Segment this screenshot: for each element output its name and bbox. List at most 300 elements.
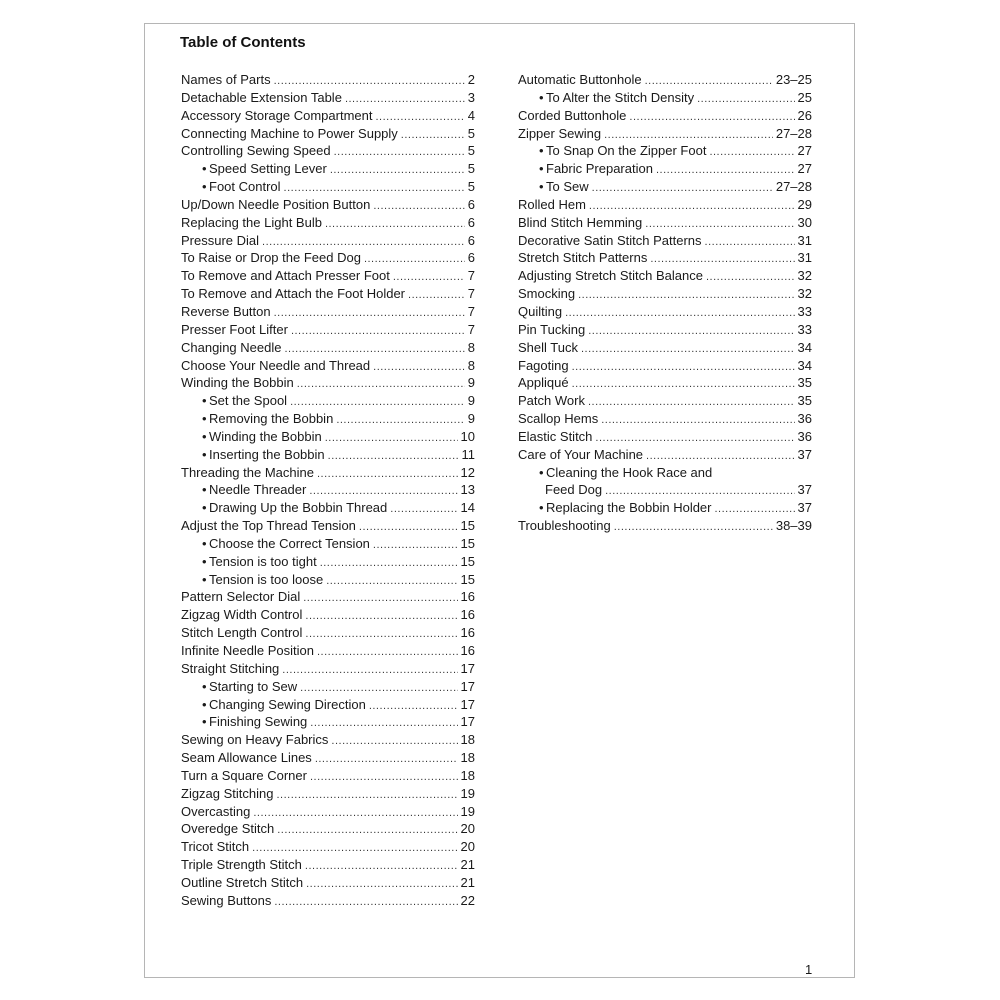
toc-entry-label: Quilting [518, 303, 563, 319]
toc-entry-page: 9 [467, 393, 475, 409]
toc-entry-label: Smocking [518, 286, 576, 302]
toc-subentry[interactable] [181, 178, 475, 196]
dot-leader [589, 198, 795, 214]
toc-entry-page: 8 [467, 339, 475, 355]
toc-entry[interactable] [181, 731, 475, 749]
toc-entry-page: 34 [797, 339, 812, 355]
toc-entry-label: Names of Parts [181, 72, 271, 87]
dot-leader [646, 448, 795, 464]
toc-entry-label: Cleaning the Hook Race and [546, 464, 713, 480]
toc-subentry[interactable] [181, 678, 475, 696]
dot-leader [252, 840, 457, 856]
dot-leader [310, 715, 457, 731]
toc-entry-page: 29 [797, 196, 812, 212]
toc-entry[interactable] [181, 125, 475, 143]
dot-leader [592, 180, 773, 196]
toc-entry-page: 15 [460, 553, 475, 569]
bullet-icon: • [539, 500, 544, 516]
toc-entry-label: Starting to Sew [209, 678, 298, 694]
toc-entry-page: 3 [467, 89, 475, 105]
toc-entry-label: Changing Needle [181, 339, 282, 355]
dot-leader [300, 680, 457, 696]
toc-entry[interactable] [181, 321, 475, 339]
toc-entry-page: 25 [797, 89, 812, 105]
dot-leader [581, 341, 795, 357]
toc-entry-label: Decorative Satin Stitch Patterns [518, 232, 702, 248]
toc-entry-label: Connecting Machine to Power Supply [181, 125, 398, 141]
dot-leader [614, 519, 773, 535]
dot-leader [645, 216, 794, 232]
toc-entry[interactable] [181, 285, 475, 303]
toc-entry-page: 6 [467, 214, 475, 230]
toc-entry[interactable] [518, 267, 812, 285]
dot-leader [336, 412, 464, 428]
toc-entry[interactable] [518, 428, 812, 446]
dot-leader [572, 376, 795, 392]
dot-leader [345, 91, 465, 107]
toc-entry-page: 6 [467, 196, 475, 212]
dot-leader [650, 251, 794, 267]
bullet-icon: • [202, 678, 207, 694]
toc-entry-page: 35 [797, 393, 812, 409]
toc-entry-page: 6 [467, 250, 475, 266]
toc-entry-page: 11 [461, 446, 475, 462]
toc-entry[interactable] [181, 107, 475, 125]
dot-leader [705, 234, 795, 250]
dot-leader [315, 751, 458, 767]
bullet-icon: • [202, 446, 207, 462]
dot-leader [325, 216, 465, 232]
dot-leader [310, 769, 458, 785]
toc-entry[interactable] [181, 464, 475, 482]
toc-entry-label: Tricot Stitch [181, 839, 250, 855]
toc-entry-page: 36 [797, 411, 812, 427]
toc-entry-label: Feed Dog [545, 482, 603, 498]
toc-entry-page: 27 [797, 143, 812, 159]
toc-entry[interactable] [518, 249, 812, 267]
toc-entry-label: Removing the Bobbin [209, 411, 334, 427]
toc-entry-page: 6 [467, 232, 475, 248]
toc-entry-page: 18 [460, 750, 475, 766]
toc-subentry[interactable] [518, 142, 812, 160]
bullet-icon: • [202, 571, 207, 587]
dot-leader [364, 251, 465, 267]
toc-entry[interactable] [518, 481, 812, 499]
toc-entry-page: 30 [797, 214, 812, 230]
toc-entry-page: 37 [797, 482, 812, 498]
toc-entry-label: Zigzag Stitching [181, 785, 274, 801]
toc-entry-page: 16 [460, 607, 475, 623]
dot-leader [297, 376, 465, 392]
toc-entry-page: 33 [797, 321, 812, 337]
bullet-icon: • [202, 179, 207, 195]
toc-entry[interactable] [181, 606, 475, 624]
toc-entry-label: Blind Stitch Hemming [518, 214, 643, 230]
toc-entry-page: 5 [467, 179, 475, 195]
toc-entry[interactable] [181, 874, 475, 892]
toc-entry-page: 16 [460, 589, 475, 605]
dot-leader [605, 483, 794, 499]
toc-entry-label: Automatic Buttonhole [518, 72, 642, 87]
dot-leader [330, 162, 465, 178]
toc-entry-page: 20 [460, 839, 475, 855]
toc-entry-page: 10 [460, 428, 475, 444]
toc-entry[interactable] [518, 107, 812, 125]
toc-entry[interactable] [181, 196, 475, 214]
dot-leader [303, 590, 457, 606]
dot-leader [309, 483, 457, 499]
dot-leader [328, 448, 459, 464]
toc-subentry[interactable] [518, 89, 812, 107]
toc-entry-page: 18 [460, 732, 475, 748]
toc-entry[interactable] [181, 303, 475, 321]
toc-entry-label: To Remove and Attach the Foot Holder [181, 286, 406, 302]
dot-leader [629, 109, 794, 125]
bullet-icon: • [539, 89, 544, 105]
dot-leader [401, 127, 465, 143]
toc-entry-label: Patch Work [518, 393, 585, 409]
toc-entry-label: Controlling Sewing Speed [181, 143, 331, 159]
toc-entry-label: Zipper Sewing [518, 125, 602, 141]
toc-subentry[interactable] [181, 446, 475, 464]
dot-leader [325, 430, 458, 446]
dot-leader [604, 127, 773, 143]
dot-leader [359, 519, 458, 535]
toc-subentry[interactable] [181, 499, 475, 517]
toc-entry-page: 19 [460, 803, 475, 819]
dot-leader [373, 359, 465, 375]
dot-leader [306, 876, 457, 892]
dot-leader [588, 394, 795, 410]
toc-subentry[interactable] [518, 178, 812, 196]
dot-leader [253, 805, 457, 821]
toc-entry[interactable] [518, 392, 812, 410]
toc-entry[interactable] [181, 642, 475, 660]
toc-entry-label: Foot Control [209, 179, 281, 195]
toc-entry-label: Appliqué [518, 375, 569, 391]
toc-entry-page: 37 [797, 500, 812, 516]
dot-leader [305, 626, 457, 642]
toc-entry[interactable] [181, 267, 475, 285]
dot-leader [277, 822, 457, 838]
toc-entry[interactable] [518, 71, 812, 89]
dot-leader [274, 305, 465, 321]
toc-subentry[interactable] [181, 410, 475, 428]
toc-entry-label: Set the Spool [209, 393, 288, 409]
toc-entry-page: 4 [467, 107, 475, 123]
dot-leader [645, 73, 773, 89]
page-number: 1 [805, 962, 813, 977]
toc-entry-label: Choose Your Needle and Thread [181, 357, 371, 373]
dot-leader [375, 109, 464, 125]
dot-leader [595, 430, 794, 446]
toc-entry-page: 7 [467, 303, 475, 319]
toc-entry[interactable] [181, 856, 475, 874]
dot-leader [588, 323, 794, 339]
bullet-icon: • [202, 428, 207, 444]
bullet-icon: • [202, 161, 207, 177]
toc-entry-label: Triple Strength Stitch [181, 857, 302, 873]
toc-entry[interactable] [181, 517, 475, 535]
toc-entry-page: 21 [460, 874, 475, 890]
dot-leader [373, 537, 458, 553]
toc-entry-label: Corded Buttonhole [518, 107, 627, 123]
toc-entry-label: Outline Stretch Stitch [181, 874, 304, 890]
toc-entry-page: 15 [460, 518, 475, 534]
toc-entry-label: Troubleshooting [518, 518, 611, 534]
page-title: Table of Contents [180, 34, 306, 51]
bullet-icon: • [202, 696, 207, 712]
toc-entry-page: 27 [797, 161, 812, 177]
toc-entry[interactable] [181, 357, 475, 375]
toc-subentry[interactable] [181, 160, 475, 178]
toc-entry-page: 17 [460, 660, 475, 676]
toc-entry-page: 5 [467, 125, 475, 141]
toc-entry-page: 15 [460, 571, 475, 587]
toc-entry-label: Reverse Button [181, 303, 271, 319]
toc-entry[interactable] [181, 339, 475, 357]
toc-entry-page: 27–28 [775, 179, 812, 195]
dot-leader [656, 162, 795, 178]
toc-subentry[interactable] [181, 535, 475, 553]
toc-entry-page: 17 [460, 714, 475, 730]
toc-entry[interactable] [181, 89, 475, 107]
dot-leader [320, 555, 458, 571]
toc-entry[interactable] [181, 892, 475, 910]
toc-subentry[interactable] [181, 428, 475, 446]
toc-entry-label: Elastic Stitch [518, 428, 593, 444]
bullet-icon: • [202, 500, 207, 516]
toc-entry-page: 16 [460, 625, 475, 641]
toc-entry-label: Adjusting Stretch Stitch Balance [518, 268, 703, 284]
dot-leader [274, 73, 465, 89]
toc-entry[interactable] [518, 357, 812, 375]
bullet-icon: • [539, 143, 544, 159]
toc-entry-label: Zigzag Width Control [181, 607, 303, 623]
toc-entry[interactable] [181, 803, 475, 821]
toc-entry-label: Speed Setting Lever [209, 161, 327, 177]
toc-entry-label: Accessory Storage Compartment [181, 107, 373, 123]
bullet-icon: • [202, 535, 207, 551]
toc-entry[interactable] [181, 838, 475, 856]
toc-entry[interactable] [181, 588, 475, 606]
dot-leader [578, 287, 794, 303]
toc-entry[interactable] [518, 303, 812, 321]
toc-entry[interactable] [518, 214, 812, 232]
bullet-icon: • [202, 393, 207, 409]
toc-subentry[interactable] [181, 553, 475, 571]
toc-subentry[interactable] [181, 713, 475, 731]
toc-entry-page: 2 [467, 72, 475, 87]
dot-leader [565, 305, 794, 321]
toc-entry-page: 7 [467, 321, 475, 337]
toc-entry-label: Sewing Buttons [181, 892, 272, 908]
dot-leader [284, 341, 464, 357]
dot-leader [572, 359, 795, 375]
toc-entry-label: Infinite Needle Position [181, 643, 314, 658]
dot-leader [369, 698, 458, 714]
toc-entry-page: 5 [467, 143, 475, 159]
toc-entry-page: 32 [797, 286, 812, 302]
toc-entry-page: 21 [460, 857, 475, 873]
dot-leader [290, 394, 465, 410]
toc-entry-label: Scallop Hems [518, 411, 599, 427]
toc-entry[interactable] [518, 339, 812, 357]
toc-entry-page: 5 [467, 161, 475, 177]
toc-entry-page: 7 [467, 286, 475, 302]
toc-entry[interactable] [518, 321, 812, 339]
toc-entry[interactable] [518, 125, 812, 143]
dot-leader [390, 501, 457, 517]
toc-entry-label: Winding the Bobbin [181, 375, 294, 391]
dot-leader [284, 180, 465, 196]
toc-entry-page: 36 [797, 428, 812, 444]
toc-entry-label: Overcasting [181, 803, 251, 819]
toc-entry-label: To Raise or Drop the Feed Dog [181, 250, 361, 266]
toc-entry-page: 7 [467, 268, 475, 284]
bullet-icon: • [539, 464, 544, 480]
toc-entry-label: Winding the Bobbin [209, 428, 322, 444]
toc-entry[interactable] [181, 660, 475, 678]
toc-entry[interactable] [181, 71, 475, 89]
toc-entry-label: Choose the Correct Tension [209, 535, 370, 551]
toc-entry-page: 14 [460, 500, 475, 516]
dot-leader [317, 466, 458, 482]
toc-entry-page: 18 [460, 767, 475, 783]
toc-entry-page: 16 [460, 643, 475, 658]
toc-entry-label: Needle Threader [209, 482, 307, 498]
toc-entry-label: Fabric Preparation [546, 161, 653, 177]
dot-leader [317, 644, 458, 660]
toc-entry-page: 19 [460, 785, 475, 801]
toc-entry-label: Presser Foot Lifter [181, 321, 288, 337]
toc-entry-page: 12 [460, 464, 475, 480]
toc-entry-page: 37 [797, 446, 812, 462]
toc-entry-label: Finishing Sewing [209, 714, 308, 730]
toc-subentry[interactable] [518, 160, 812, 178]
toc-entry-label: Replacing the Bobbin Holder [546, 500, 712, 516]
dot-leader [282, 662, 457, 678]
toc-entry[interactable] [518, 285, 812, 303]
toc-subentry[interactable] [181, 481, 475, 499]
toc-entry-page: 15 [460, 535, 475, 551]
toc-entry-label: Straight Stitching [181, 660, 280, 676]
toc-entry-label: Drawing Up the Bobbin Thread [209, 500, 388, 516]
toc-entry[interactable] [181, 142, 475, 160]
toc-entry[interactable] [181, 767, 475, 785]
toc-entry-page: 23–25 [775, 72, 812, 87]
toc-entry-label: Rolled Hem [518, 196, 586, 212]
toc-entry[interactable] [181, 749, 475, 767]
toc-entry-label: Adjust the Top Thread Tension [181, 518, 356, 534]
toc-entry-label: Detachable Extension Table [181, 89, 342, 105]
toc-entry[interactable] [181, 624, 475, 642]
toc-entry[interactable] [518, 410, 812, 428]
dot-leader [326, 573, 457, 589]
toc-entry-label: Stretch Stitch Patterns [518, 250, 648, 266]
toc-entry-label: Threading the Machine [181, 464, 314, 480]
toc-entry-label: Pin Tucking [518, 321, 586, 337]
toc-subentry[interactable] [181, 696, 475, 714]
toc-entry[interactable] [518, 517, 812, 535]
dot-leader [715, 501, 795, 517]
toc-entry-page: 27–28 [775, 125, 812, 141]
dot-leader [277, 787, 458, 803]
dot-leader [373, 198, 464, 214]
dot-leader [274, 894, 457, 910]
toc-entry[interactable] [518, 196, 812, 214]
toc-entry-page: 20 [460, 821, 475, 837]
toc-entry-label: Shell Tuck [518, 339, 578, 355]
toc-entry-label: Pressure Dial [181, 232, 260, 248]
dot-leader [393, 269, 465, 285]
toc-entry[interactable] [181, 249, 475, 267]
toc-left-column [181, 71, 475, 910]
toc-entry[interactable] [518, 374, 812, 392]
dot-leader [697, 91, 794, 107]
toc-entry[interactable] [181, 820, 475, 838]
toc-right-column [518, 71, 812, 535]
toc-entry-page: 17 [460, 696, 475, 712]
toc-entry-page: 17 [460, 678, 475, 694]
toc-entry[interactable] [181, 232, 475, 250]
dot-leader [706, 269, 795, 285]
toc-entry[interactable] [518, 232, 812, 250]
toc-subentry[interactable] [181, 571, 475, 589]
bullet-icon: • [539, 179, 544, 195]
toc-entry-page: 26 [797, 107, 812, 123]
toc-entry-page: 31 [797, 232, 812, 248]
dot-leader [305, 858, 458, 874]
toc-entry-label: Stitch Length Control [181, 625, 303, 641]
dot-leader [262, 234, 465, 250]
bullet-icon: • [202, 714, 207, 730]
toc-subentry[interactable] [518, 464, 812, 482]
toc-entry-label: Inserting the Bobbin [209, 446, 325, 462]
toc-subentry[interactable] [181, 392, 475, 410]
toc-entry[interactable] [181, 374, 475, 392]
toc-entry[interactable] [181, 785, 475, 803]
toc-entry-page: 35 [797, 375, 812, 391]
toc-subentry[interactable] [518, 499, 812, 517]
toc-entry-label: Overedge Stitch [181, 821, 275, 837]
toc-entry-label: Tension is too loose [209, 571, 324, 587]
toc-entry[interactable] [518, 446, 812, 464]
toc-entry-page: 13 [460, 482, 475, 498]
toc-entry-page: 9 [467, 411, 475, 427]
toc-entry-page: 38–39 [775, 518, 812, 534]
toc-entry-page: 31 [797, 250, 812, 266]
toc-entry-label: To Alter the Stitch Density [546, 89, 695, 105]
toc-entry[interactable] [181, 214, 475, 232]
toc-entry-label: Fagoting [518, 357, 569, 373]
toc-entry-label: Changing Sewing Direction [209, 696, 366, 712]
bullet-icon: • [202, 482, 207, 498]
toc-entry-label: Tension is too tight [209, 553, 317, 569]
dot-leader [331, 733, 457, 749]
toc-entry-page: 9 [467, 375, 475, 391]
toc-entry-label: To Sew [546, 179, 589, 195]
dot-leader [408, 287, 465, 303]
toc-entry-label: Pattern Selector Dial [181, 589, 301, 605]
bullet-icon: • [539, 161, 544, 177]
dot-leader [291, 323, 465, 339]
toc-entry-page: 8 [467, 357, 475, 373]
dot-leader [334, 144, 465, 160]
toc-entry-label: To Remove and Attach Presser Foot [181, 268, 390, 284]
dot-leader [709, 144, 794, 160]
toc-entry-label: Turn a Square Corner [181, 767, 307, 783]
